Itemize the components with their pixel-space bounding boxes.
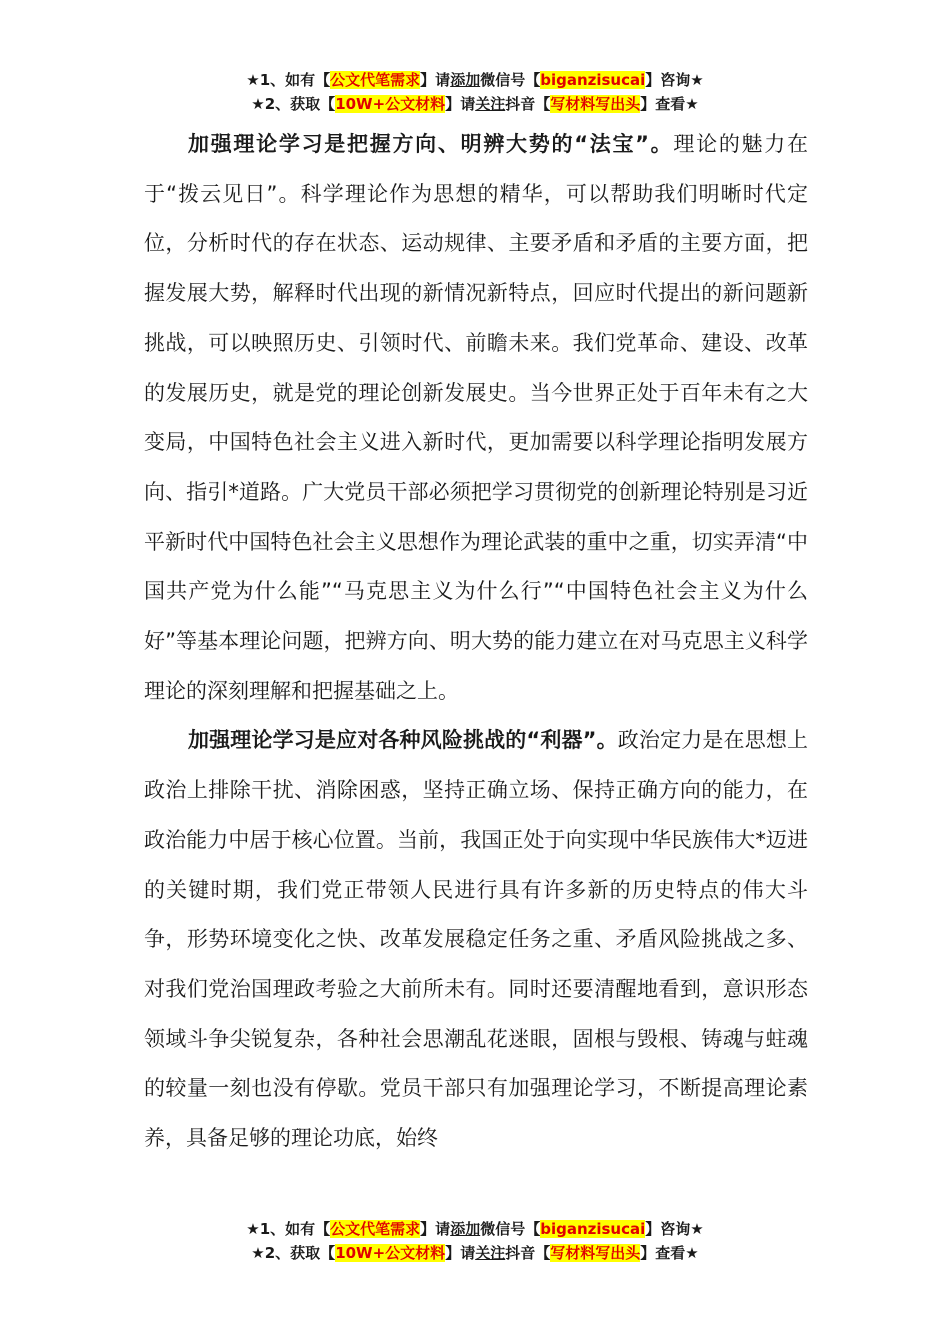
- banner-text: 】请: [445, 1244, 476, 1262]
- banner-text: 】咨询★: [645, 71, 704, 89]
- banner-text: ★1、如有【: [246, 1220, 331, 1238]
- paragraph-lead: 加强理论学习是把握方向、明辨大势的“法宝”。: [188, 132, 674, 156]
- highlight-douyin-account: 写材料写出头: [550, 95, 641, 113]
- banner-text: 微信号【: [480, 71, 541, 89]
- banner-text: ★2、获取【: [251, 95, 336, 113]
- banner-text: 】请: [445, 95, 476, 113]
- highlight-douyin-account: 写材料写出头: [550, 1244, 641, 1262]
- banner-text: 】请: [420, 71, 451, 89]
- paragraph: [144, 716, 808, 1163]
- banner-text: 】请: [420, 1220, 451, 1238]
- banner-text-underlined: 关注: [475, 1244, 506, 1262]
- header-banner: [0, 68, 950, 116]
- highlight-wechat-id: biganzisucai: [540, 71, 646, 89]
- banner-text: 】咨询★: [645, 1220, 704, 1238]
- banner-text: 】查看★: [640, 1244, 699, 1262]
- paragraph: [144, 120, 808, 716]
- paragraph-lead: 加强理论学习是应对各种风险挑战的“利器”。: [188, 728, 618, 753]
- banner-text: ★1、如有【: [246, 71, 331, 89]
- highlight-ghostwriting: 公文代笔需求: [330, 71, 421, 89]
- paragraph-body: 政治定力是在思想上政治上排除干扰、消除困惑，坚持正确立场、保持正确方向的能力，在政治能力中居于核心位置。当前，我国正处于向实现中华民族伟大*迈进的关键时期，我们党正带领人民进行具有许多新的历史特点的伟大斗争，形势环境变化之快、改革发展稳定任务之重、矛盾风险挑战之多、对我们党治国理政考验之大前所未有。同时还要清醒地看到，意识形态领域斗争尖锐复杂，各种社会思潮乱花迷眼，固根与毁根、铸魂与蛀魂的较量一刻也没有停歇。党员干部只有加强理论学习，不断提高理论素养，具备足够的理论功底，始终: [144, 728, 808, 1151]
- banner-text: 】查看★: [640, 95, 699, 113]
- banner-line-2: [0, 92, 950, 116]
- banner-text: 抖音【: [505, 1244, 551, 1262]
- highlight-materials: 10W+公文材料: [335, 95, 446, 113]
- highlight-wechat-id: biganzisucai: [540, 1220, 646, 1238]
- banner-line-1: [0, 68, 950, 92]
- banner-text-underlined: 添加: [450, 71, 481, 89]
- footer-banner: [0, 1217, 950, 1265]
- highlight-materials: 10W+公文材料: [335, 1244, 446, 1262]
- banner-line-2: [0, 1241, 950, 1265]
- banner-text-underlined: 添加: [450, 1220, 481, 1238]
- document-body: [144, 120, 808, 1164]
- banner-text: ★2、获取【: [251, 1244, 336, 1262]
- banner-line-1: [0, 1217, 950, 1241]
- banner-text: 微信号【: [480, 1220, 541, 1238]
- highlight-ghostwriting: 公文代笔需求: [330, 1220, 421, 1238]
- paragraph-body: 理论的魅力在于“拨云见日”。科学理论作为思想的精华，可以帮助我们明晰时代定位，分析时代的存在状态、运动规律、主要矛盾和矛盾的主要方面，把握发展大势，解释时代出现的新情况新特点，回应时代提出的新问题新挑战，可以映照历史、引领时代、前瞻未来。我们党革命、建设、改革的发展历史，就是党的理论创新发展史。当今世界正处于百年未有之大变局，中国特色社会主义进入新时代，更加需要以科学理论指明发展方向、指引*道路。广大党员干部必须把学习贯彻党的创新理论特别是习近平新时代中国特色社会主义思想作为理论武装的重中之重，切实弄清“中国共产党为什么能”“马克思主义为什么行”“中国特色社会主义为什么好”等基本理论问题，把辨方向、明大势的能力建立在对马克思主义科学理论的深刻理解和把握基础之上。: [144, 132, 808, 703]
- banner-text: 抖音【: [505, 95, 551, 113]
- banner-text-underlined: 关注: [475, 95, 506, 113]
